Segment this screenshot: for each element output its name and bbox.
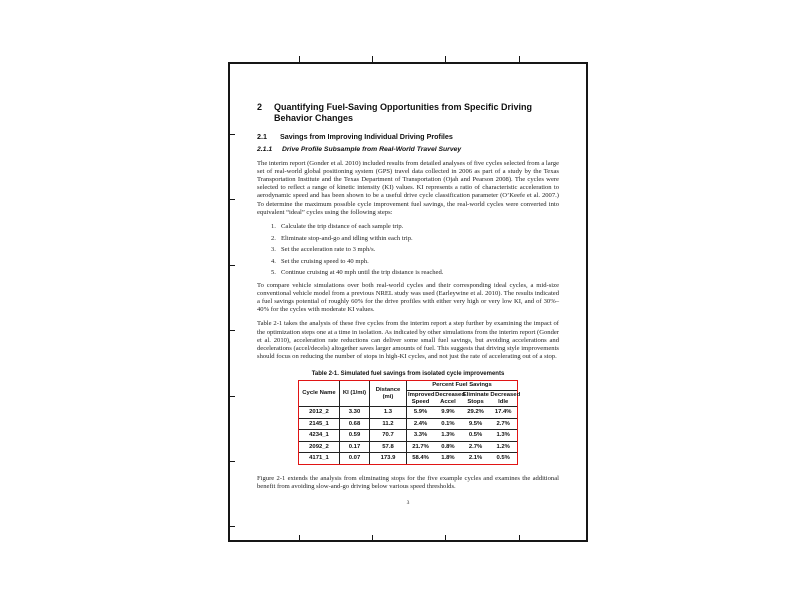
ruler-tick bbox=[519, 56, 520, 62]
report-page bbox=[228, 62, 588, 542]
ruler-tick bbox=[230, 396, 235, 397]
list-item: 5. Continue cruising at 40 mph until the trip distance is reached. bbox=[271, 269, 444, 277]
paragraph-simulation: To compare vehicle simulations over both real-world cycles and their corresponding ideal cycles, a mid-size conventional vehicle model from a previous NREL study was used (Earleywine et al. 2010). The results indicated a fuel savings potential of roughly 60% for the drive profiles with either very high or very low KI, and of 30%–40% for the cycles with moderate KI values. bbox=[257, 281, 559, 314]
table-caption: Table 2-1. Simulated fuel savings from isolated cycle improvements bbox=[311, 371, 505, 378]
list-item: 1. Calculate the trip distance of each sample trip. bbox=[271, 222, 404, 230]
paragraph-table-discussion: Table 2-1 takes the analysis of these five cycles from the interim report a step further by examining the impact of the optimization steps one at a time in isolation. As indicated by other simulations from the interim report (Gonder et al. 2010), acceleration rate reductions can deliver some small fuel savings, but avoiding accelerations and decelerations (accel/decels) altogether saves larger amounts of fuel. This suggests that driving style improvements should focus on reducing the number of stops in high-KI cycles, and not just the rate of accelerating out of a stop. bbox=[257, 320, 559, 361]
column-header: KI (1/mi) bbox=[340, 381, 370, 406]
table-highlight-box bbox=[298, 380, 521, 464]
ruler-tick bbox=[519, 535, 520, 540]
column-header: Eliminate Stops bbox=[462, 390, 490, 406]
section-title: Quantifying Fuel-Saving Opportunities from Specific Driving Behavior Changes bbox=[274, 102, 533, 123]
column-header: Decreased Accel bbox=[434, 390, 462, 406]
page-number: 3 bbox=[406, 500, 410, 506]
ruler-tick bbox=[372, 56, 373, 62]
list-item: 2. Eliminate stop-and-go and idling within each trip. bbox=[271, 234, 413, 242]
table-row: 2092_2 0.17 57.8 21.7% 0.8% 2.7% 1.2% bbox=[299, 441, 517, 453]
subsubsection-heading bbox=[257, 146, 559, 155]
list-item: 4. Set the cruising speed to 40 mph. bbox=[271, 257, 369, 265]
column-group-header: Percent Fuel Savings bbox=[407, 381, 518, 390]
column-header: Decreased Idle bbox=[489, 390, 517, 406]
table-header bbox=[299, 381, 521, 406]
section-number: 2 bbox=[257, 102, 263, 112]
column-header: Cycle Name bbox=[299, 381, 340, 406]
ruler-tick bbox=[372, 535, 373, 540]
fuel-savings-table bbox=[299, 381, 521, 463]
table-row: 2012_2 3.30 1.3 5.9% 9.9% 29.2% 17.4% bbox=[299, 407, 517, 419]
subsection-heading bbox=[257, 132, 559, 141]
ruler-tick bbox=[230, 461, 235, 462]
column-header: Distance (mi) bbox=[370, 381, 407, 406]
ruler-tick bbox=[230, 199, 235, 200]
ruler-tick bbox=[230, 134, 235, 135]
ruler-tick bbox=[299, 56, 300, 62]
ideal-cycle-steps-list bbox=[257, 223, 559, 278]
page-content bbox=[257, 102, 559, 497]
ruler-tick bbox=[586, 535, 587, 540]
ruler-tick bbox=[230, 265, 235, 266]
table-row: 4234_1 0.59 70.7 3.3% 1.3% 0.5% 1.3% bbox=[299, 430, 517, 442]
table-row: 2145_1 0.68 11.2 2.4% 0.1% 9.5% 2.7% bbox=[299, 418, 517, 430]
paragraph-intro: The interim report (Gonder et al. 2010) included results from detailed analyses of five cycles selected from a large set of real-world global positioning system (GPS) travel data collected in 2006 as part of a study by the Texas Transportation Institute and the Texas Department of Transportation (Ojah and Pearson 2008). The cycles were selected to reflect a range of kinetic intensity (KI) values. KI represents a ratio of characteristic acceleration to aerodynamic speed and has been shown to be a useful drive cycle classification parameter (O’Keefe et al. 2007.) To determine the maximum possible cycle improvement fuel savings, the real-world cycles were converted into equivalent “ideal” cycles using the following steps: bbox=[257, 159, 559, 216]
subsection-title: Savings from Improving Individual Driving Profiles bbox=[280, 132, 453, 141]
section-heading bbox=[257, 102, 549, 124]
subsection-number: 2.1 bbox=[257, 132, 267, 141]
table-row: 4171_1 0.07 173.9 58.4% 1.8% 2.1% 0.5% bbox=[299, 453, 517, 464]
ruler-tick bbox=[445, 535, 446, 540]
column-header: Improved Speed bbox=[407, 390, 435, 406]
subsubsection-title: Drive Profile Subsample from Real-World Travel Survey bbox=[282, 146, 462, 153]
subsubsection-number: 2.1.1 bbox=[257, 146, 273, 153]
ruler-tick bbox=[445, 56, 446, 62]
ruler-tick bbox=[230, 526, 235, 527]
ruler-tick bbox=[230, 330, 235, 331]
paragraph-figure-reference: Figure 2-1 extends the analysis from eliminating stops for the five example cycles and examines the additional benefit from avoiding slow-and-go driving below various speed thresholds. bbox=[257, 474, 559, 490]
ruler-tick bbox=[299, 535, 300, 540]
list-item: 3. Set the acceleration rate to 3 mph/s. bbox=[271, 246, 376, 254]
